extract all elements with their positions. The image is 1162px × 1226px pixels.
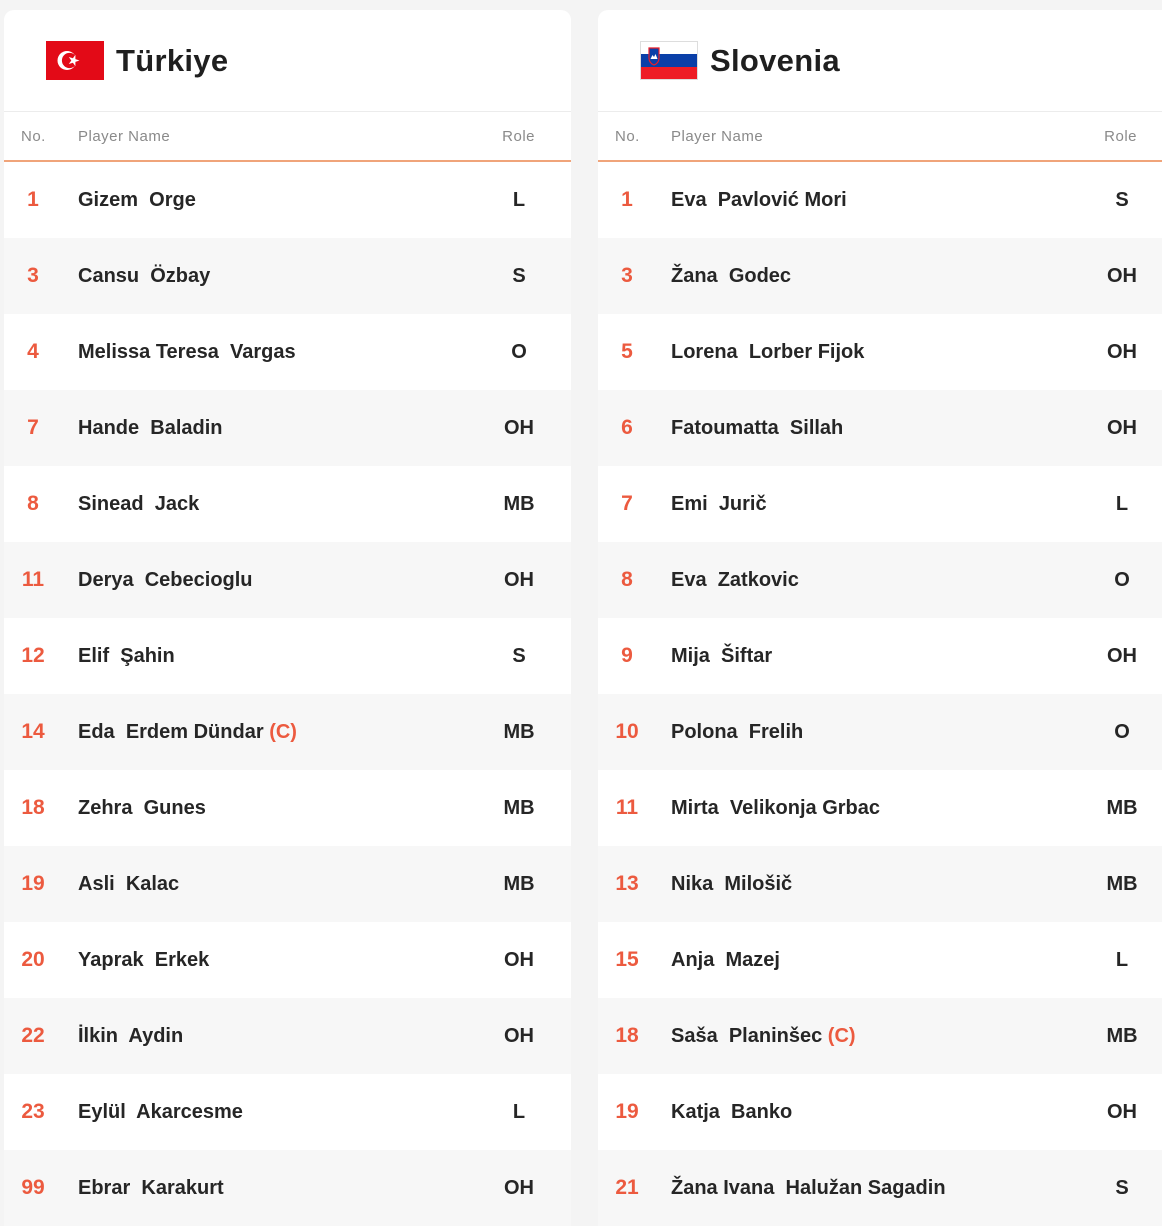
player-first-name: Lorena [671, 340, 738, 363]
column-header-player-name: Player Name [671, 127, 764, 145]
player-row[interactable] [4, 466, 571, 542]
player-row[interactable] [598, 1074, 1162, 1150]
player-last-name: Şahin [120, 644, 175, 667]
player-role: OH [504, 948, 534, 971]
player-number: 8 [621, 568, 633, 591]
player-number: 6 [621, 416, 633, 439]
player-name[interactable] [78, 189, 196, 212]
player-role: MB [503, 872, 535, 895]
player-first-name: Žana [671, 264, 718, 287]
column-header-row [4, 112, 571, 162]
player-row[interactable] [598, 846, 1162, 922]
player-row[interactable] [598, 542, 1162, 618]
player-first-name: Gizem [78, 188, 139, 211]
player-last-name: Akarcesme [136, 1100, 243, 1123]
player-number: 1 [621, 188, 633, 211]
player-row[interactable] [598, 162, 1162, 238]
player-row[interactable] [598, 922, 1162, 998]
player-first-name: Ebrar [78, 1176, 131, 1199]
player-last-name: Jack [154, 492, 200, 515]
player-last-name: Kalac [125, 872, 180, 895]
player-first-name: Mija [671, 644, 710, 667]
player-number: 12 [21, 644, 45, 667]
player-row[interactable] [4, 922, 571, 998]
player-name[interactable] [671, 493, 767, 516]
player-number: 7 [27, 416, 39, 439]
player-row[interactable] [4, 1074, 571, 1150]
player-number: 20 [21, 948, 45, 971]
player-role: OH [1107, 1100, 1137, 1123]
player-first-name: Elif [78, 644, 110, 667]
player-number: 3 [621, 264, 633, 287]
player-name[interactable] [78, 797, 206, 820]
player-name[interactable] [671, 1177, 946, 1200]
column-header-role: Role [502, 127, 535, 145]
player-last-name: Velikonja Grbac [729, 796, 880, 819]
player-row[interactable] [4, 162, 571, 238]
player-last-name: Erkek [154, 948, 210, 971]
player-role: S [1115, 188, 1129, 211]
player-last-name: Jurič [718, 492, 767, 515]
player-role: L [1115, 948, 1129, 971]
player-role: OH [504, 1024, 534, 1047]
player-list [4, 162, 571, 1226]
team-name: Türkiye [116, 42, 229, 78]
player-role: OH [1107, 416, 1137, 439]
team-roster-slovenia [598, 10, 1162, 1221]
player-name[interactable] [671, 1025, 856, 1048]
player-row[interactable] [598, 998, 1162, 1074]
player-number: 11 [21, 568, 45, 591]
player-number: 23 [21, 1100, 45, 1123]
player-name[interactable] [78, 341, 296, 364]
player-row[interactable] [598, 694, 1162, 770]
player-number: 1 [27, 188, 39, 211]
player-first-name: Saša [671, 1024, 718, 1047]
player-row[interactable] [4, 770, 571, 846]
player-number: 5 [621, 340, 633, 363]
team-roster-turkiye [4, 10, 571, 1221]
player-name[interactable] [671, 797, 880, 820]
player-name[interactable] [78, 949, 209, 972]
player-name[interactable] [78, 493, 199, 516]
player-role: MB [503, 492, 535, 515]
player-last-name: Erdem Dündar [125, 720, 264, 743]
player-row[interactable] [598, 770, 1162, 846]
player-role: O [511, 340, 527, 363]
player-name[interactable] [78, 873, 179, 896]
player-number: 10 [615, 720, 639, 743]
player-role: L [512, 188, 526, 211]
player-row[interactable] [598, 314, 1162, 390]
player-name[interactable] [671, 721, 803, 744]
player-first-name: Hande [78, 416, 140, 439]
player-name[interactable] [78, 569, 253, 592]
player-row[interactable] [4, 846, 571, 922]
player-name[interactable] [671, 949, 780, 972]
team-header [598, 10, 1162, 112]
player-role: L [1115, 492, 1129, 515]
player-role: MB [503, 720, 535, 743]
player-role: OH [1107, 644, 1137, 667]
player-role: S [512, 644, 526, 667]
player-number: 15 [615, 948, 639, 971]
player-row[interactable] [4, 998, 571, 1074]
player-number: 7 [621, 492, 633, 515]
player-number: 14 [21, 720, 45, 743]
column-header-row [598, 112, 1162, 162]
player-last-name: Frelih [748, 720, 804, 743]
player-first-name: Yaprak [78, 948, 144, 971]
column-header-number: No. [21, 127, 46, 145]
player-last-name: Mazej [725, 948, 780, 971]
column-header-player-name: Player Name [78, 127, 171, 145]
player-number: 19 [21, 872, 45, 895]
player-last-name: Milošič [724, 872, 793, 895]
player-role: OH [1107, 264, 1137, 287]
team-name: Slovenia [710, 42, 840, 78]
player-number: 11 [615, 796, 639, 819]
player-first-name: Anja [671, 948, 715, 971]
player-first-name: Mirta [671, 796, 719, 819]
player-name[interactable] [671, 189, 847, 212]
player-role: OH [1107, 340, 1137, 363]
player-last-name: Šiftar [721, 644, 773, 667]
player-list [598, 162, 1162, 1226]
player-first-name: Katja [671, 1100, 720, 1123]
player-row[interactable] [4, 314, 571, 390]
team-header [4, 10, 571, 112]
player-row[interactable] [4, 390, 571, 466]
player-first-name: Eva [671, 188, 707, 211]
player-name[interactable] [671, 645, 772, 668]
player-last-name: Orge [149, 188, 196, 211]
player-first-name: Derya [78, 568, 134, 591]
player-role: O [1114, 568, 1130, 591]
player-row[interactable] [4, 238, 571, 314]
player-row[interactable] [4, 618, 571, 694]
player-number: 18 [615, 1024, 639, 1047]
player-last-name: Halužan Sagadin [785, 1176, 946, 1199]
player-role: MB [1106, 872, 1138, 895]
player-first-name: Eylül [78, 1100, 126, 1123]
player-last-name: Karakurt [141, 1176, 224, 1199]
captain-badge: (C) [269, 720, 297, 743]
player-first-name: Zehra [78, 796, 133, 819]
player-number: 22 [21, 1024, 45, 1047]
player-last-name: Özbay [150, 264, 211, 287]
player-role: OH [504, 1176, 534, 1199]
player-row[interactable] [4, 542, 571, 618]
player-role: S [512, 264, 526, 287]
turkey-flag-icon [46, 41, 104, 80]
player-last-name: Lorber Fijok [748, 340, 865, 363]
column-header-role: Role [1104, 127, 1137, 145]
player-name[interactable] [671, 341, 864, 364]
player-role: OH [504, 568, 534, 591]
player-role: L [512, 1100, 526, 1123]
player-last-name: Pavlović Mori [717, 188, 847, 211]
player-name[interactable] [78, 417, 223, 440]
player-number: 21 [615, 1176, 639, 1199]
column-header-number: No. [615, 127, 640, 145]
player-first-name: Polona [671, 720, 738, 743]
player-role: MB [1106, 796, 1138, 819]
player-name[interactable] [671, 873, 792, 896]
player-last-name: Cebecioglu [144, 568, 253, 591]
player-first-name: Eva [671, 568, 707, 591]
player-first-name: Cansu [78, 264, 140, 287]
player-number: 8 [27, 492, 39, 515]
player-row[interactable] [598, 238, 1162, 314]
player-name[interactable] [671, 569, 799, 592]
player-first-name: Žana Ivana [671, 1176, 775, 1199]
player-last-name: Zatkovic [717, 568, 799, 591]
player-last-name: Banko [731, 1100, 793, 1123]
player-last-name: Planinšec [728, 1024, 823, 1047]
player-first-name: Asli [78, 872, 115, 895]
player-name[interactable] [78, 265, 210, 288]
player-first-name: Nika [671, 872, 714, 895]
player-name[interactable] [78, 1177, 224, 1200]
player-role: OH [504, 416, 534, 439]
player-first-name: Melissa Teresa [78, 340, 219, 363]
player-first-name: Emi [671, 492, 708, 515]
player-first-name: Eda [78, 720, 115, 743]
slovenia-flag-icon [640, 41, 698, 80]
player-role: MB [503, 796, 535, 819]
captain-badge: (C) [827, 1024, 856, 1047]
player-number: 13 [615, 872, 639, 895]
player-name[interactable] [78, 721, 297, 744]
player-last-name: Aydin [128, 1024, 184, 1047]
player-name[interactable] [671, 417, 843, 440]
player-row[interactable] [598, 1150, 1162, 1226]
player-first-name: Fatoumatta [671, 416, 779, 439]
player-last-name: Sillah [789, 416, 844, 439]
player-row[interactable] [4, 694, 571, 770]
player-name[interactable] [78, 645, 175, 668]
player-number: 99 [21, 1176, 45, 1199]
player-first-name: İlkin [78, 1024, 119, 1047]
player-role: O [1114, 720, 1130, 743]
player-name[interactable] [78, 1101, 243, 1124]
player-number: 3 [27, 264, 39, 287]
player-last-name: Vargas [229, 340, 296, 363]
player-name[interactable] [671, 1101, 792, 1124]
player-name[interactable] [671, 265, 791, 288]
player-last-name: Baladin [150, 416, 223, 439]
player-row[interactable] [4, 1150, 571, 1226]
player-last-name: Gunes [143, 796, 206, 819]
player-number: 9 [621, 644, 633, 667]
player-name[interactable] [78, 1025, 183, 1048]
player-number: 18 [21, 796, 45, 819]
player-last-name: Godec [728, 264, 792, 287]
player-row[interactable] [598, 390, 1162, 466]
player-role: MB [1106, 1024, 1138, 1047]
player-number: 19 [615, 1100, 639, 1123]
player-row[interactable] [598, 466, 1162, 542]
player-first-name: Sinead [78, 492, 144, 515]
player-number: 4 [27, 340, 39, 363]
player-role: S [1115, 1176, 1129, 1199]
player-row[interactable] [598, 618, 1162, 694]
